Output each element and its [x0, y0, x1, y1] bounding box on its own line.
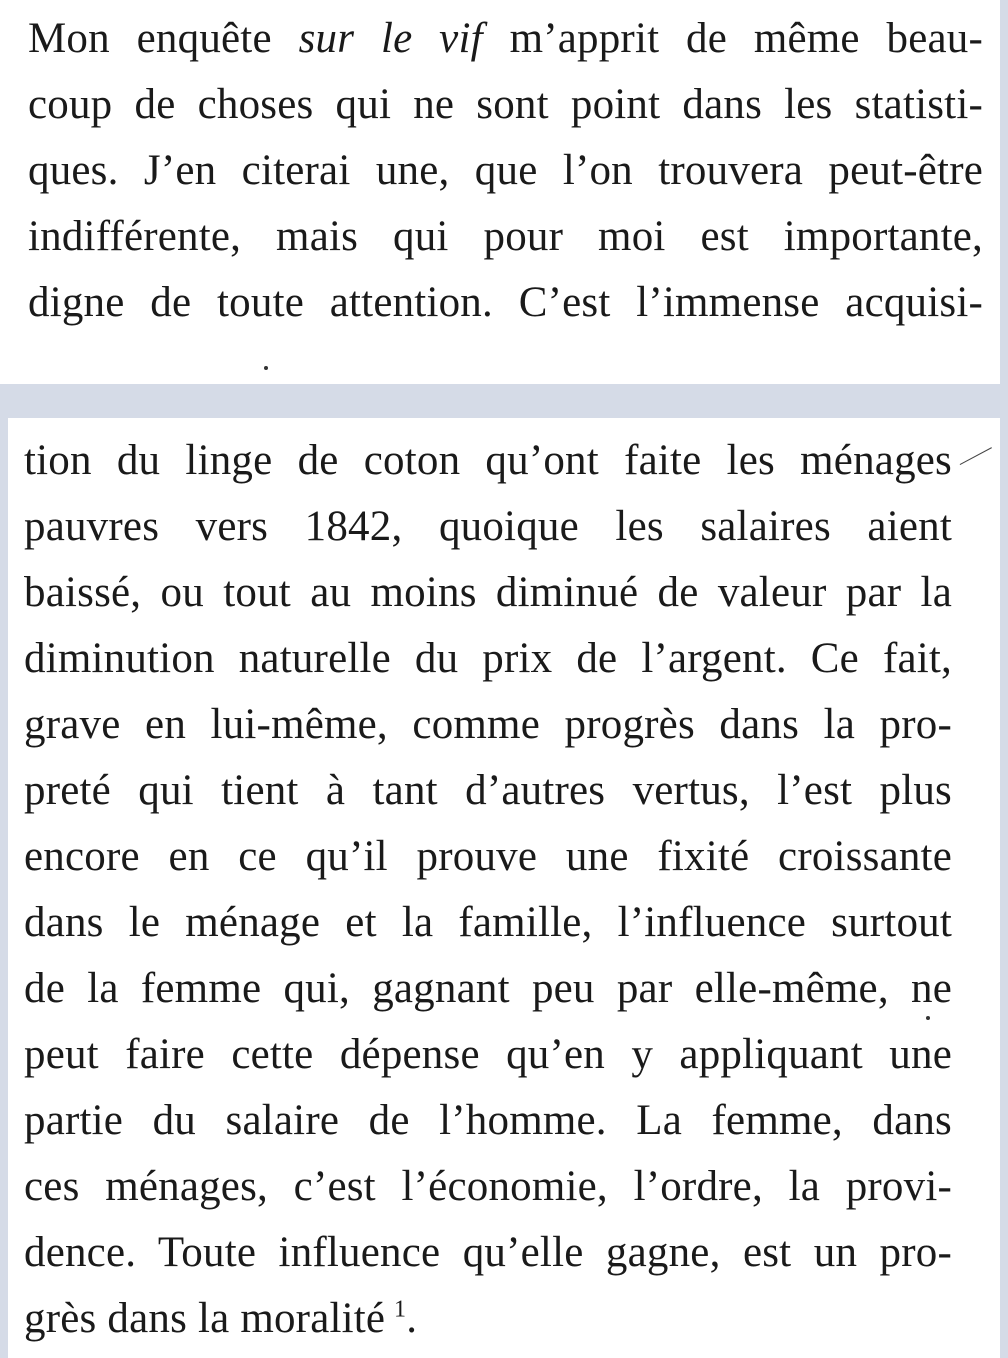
text-span: Mon enquête	[28, 15, 299, 62]
text-line: grave en lui-même, comme progrès dans la pro-	[24, 701, 952, 748]
footnote-marker: 1	[394, 1296, 407, 1323]
text-line: preté qui tient à tant d’autres vertus, l’est plus	[24, 767, 952, 814]
text-line: ces ménages, c’est l’économie, l’ordre, la provi-	[24, 1163, 952, 1210]
text-line: coup de choses qui ne sont point dans les statisti-	[28, 81, 983, 128]
scan-speck	[926, 1016, 930, 1020]
text-line: peut faire cette dépense qu’en y appliquant une	[24, 1031, 952, 1078]
text-line: diminution naturelle du prix de l’argent. Ce fait,	[24, 635, 952, 682]
pen-mark	[960, 447, 992, 465]
text-line: ques. J’en citerai une, que l’on trouvera peut-être	[28, 147, 983, 194]
text-line: dans le ménage et la famille, l’influence surtout	[24, 899, 952, 946]
scan-speck	[264, 366, 268, 370]
text-span: .	[406, 1295, 418, 1342]
scan-fragment-bottom	[8, 418, 1000, 1358]
text-line: pauvres vers 1842, quoique les salaires aient	[24, 503, 952, 550]
text-span: grès dans la moralité	[24, 1295, 386, 1342]
italic-phrase: sur le vif	[298, 15, 483, 62]
text-line	[28, 14, 983, 64]
text-line: partie du salaire de l’homme. La femme, dans	[24, 1097, 952, 1144]
scan-fragment-top	[0, 0, 1000, 384]
text-line	[24, 1294, 417, 1344]
text-line: de la femme qui, gagnant peu par elle-même, ne	[24, 965, 952, 1012]
text-line: digne de toute attention. C’est l’immense acquisi-	[28, 279, 983, 326]
text-line: baissé, ou tout au moins diminué de valeur par la	[24, 569, 952, 616]
text-line: encore en ce qu’il prouve une fixité croissante	[24, 833, 952, 880]
text-line: indifférente, mais qui pour moi est importante,	[28, 213, 983, 260]
text-line: dence. Toute influence qu’elle gagne, est un pro-	[24, 1229, 952, 1276]
text-line: tion du linge de coton qu’ont faite les ménages	[24, 437, 952, 484]
text-span: m’apprit de même beau-	[482, 15, 983, 62]
